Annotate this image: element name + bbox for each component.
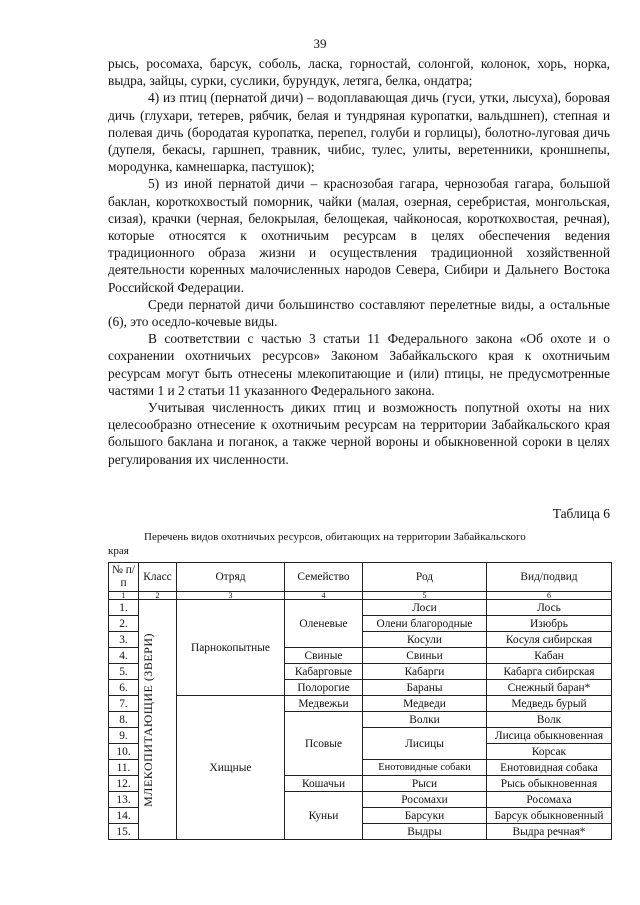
- column-number: 3: [177, 592, 285, 600]
- header-genus: Род: [363, 563, 487, 592]
- paragraph-federal-law: В соответствии с частью 3 статьи 11 Федерального закона «Об охоте и о сохранении охотничьих ресурсов» Законом Забайкальского края к охотничьим ресурсам могут быть отнесены млекопитающие и (или) птицы, не предусмотренные частями 1 и 2 статьи 11 указанного Федерального закона.: [108, 331, 610, 398]
- column-number: 6: [487, 592, 612, 600]
- row-number: 11.: [109, 760, 139, 776]
- genus-cell: Енотовидные собаки: [363, 760, 487, 776]
- paragraph-mammals-continued: рысь, росомаха, барсук, соболь, ласка, горностай, солонгой, колонок, хорь, норка, выдра, зайцы, сурки, суслики, бурундук, летяга, белка, ондатра;: [108, 56, 610, 89]
- row-number: 15.: [109, 824, 139, 840]
- family-cell: Полорогие: [285, 680, 363, 696]
- genus-cell: Кабарги: [363, 664, 487, 680]
- species-cell: Лось: [487, 600, 612, 616]
- row-number: 3.: [109, 632, 139, 648]
- table-row: [109, 696, 612, 712]
- paragraph-birds: 4) из птиц (пернатой дичи) – водоплавающая дичь (гуси, утки, лысуха), боровая дичь (глухари, тетерев, рябчик, белая и тундряная куропатки, вальдшнеп), степная и полевая дичь (бородатая куропатка, перепел, голуби и горлицы), болотно-луговая дичь (дупеля, бекасы, гаршнеп, травник, чибис, тулес, улиты, веретенники, кроншнепы, мородунка, камнешарка, пастушок);: [108, 90, 610, 175]
- row-number: 13.: [109, 792, 139, 808]
- genus-cell: Лисицы: [363, 728, 487, 760]
- species-cell: Кабан: [487, 648, 612, 664]
- column-number-row: [109, 592, 612, 600]
- paragraph-other-birds: 5) из иной пернатой дичи – краснозобая гагара, чернозобая гагара, большой баклан, короткохвостый поморник, чайки (малая, озерная, серебристая, монгольская, сизая), крачки (черная, белокрылая, белощекая, чайконосая, короткохвостая, речная), которые относятся к охотничьим ресурсам в целях обеспечения ведения традиционного образа жизни и осуществления традиционной хозяйственной деятельности коренных малочисленных народов Севера, Сибири и Дальнего Востока Российской Федерации.: [108, 176, 610, 295]
- body-text: [108, 55, 610, 468]
- genus-cell: Барсуки: [363, 808, 487, 824]
- table-title-line-2: края: [108, 545, 129, 557]
- species-cell: Медведь бурый: [487, 696, 612, 712]
- genus-cell: Косули: [363, 632, 487, 648]
- class-cell: [139, 600, 177, 840]
- table-row: [109, 600, 612, 616]
- genus-cell: Медведи: [363, 696, 487, 712]
- species-cell: Кабарга сибирская: [487, 664, 612, 680]
- family-cell: Псовые: [285, 712, 363, 776]
- row-number: 5.: [109, 664, 139, 680]
- header-family: Семейство: [285, 563, 363, 592]
- row-number: 9.: [109, 728, 139, 744]
- genus-cell: Росомахи: [363, 792, 487, 808]
- family-cell: Свиные: [285, 648, 363, 664]
- row-number: 10.: [109, 744, 139, 760]
- genus-cell: Лоси: [363, 600, 487, 616]
- family-cell: Оленевые: [285, 600, 363, 648]
- genus-cell: Бараны: [363, 680, 487, 696]
- header-row: [109, 563, 612, 592]
- paragraph-migratory: Среди пернатой дичи большинство составляют перелетные виды, а остальные (6), это оседло-кочевые виды.: [108, 296, 610, 330]
- table-label: Таблица 6: [552, 506, 610, 521]
- order-cell-artiodactyla: Парнокопытные: [177, 600, 285, 696]
- row-number: 8.: [109, 712, 139, 728]
- header-order: Отряд: [177, 563, 285, 592]
- genus-cell: Рыси: [363, 776, 487, 792]
- species-cell: Косуля сибирская: [487, 632, 612, 648]
- species-cell: Выдра речная*: [487, 824, 612, 840]
- column-number: 2: [139, 592, 177, 600]
- column-number: 4: [285, 592, 363, 600]
- family-cell: Медвежьи: [285, 696, 363, 712]
- row-number: 12.: [109, 776, 139, 792]
- row-number: 1.: [109, 600, 139, 616]
- row-number: 4.: [109, 648, 139, 664]
- family-cell: Кошачьи: [285, 776, 363, 792]
- page-number: 39: [313, 36, 327, 51]
- family-cell: Кабарговые: [285, 664, 363, 680]
- species-cell: Рысь обыкновенная: [487, 776, 612, 792]
- species-cell: Волк: [487, 712, 612, 728]
- class-label: МЛЕКОПИТАЮЩИЕ (ЗВЕРИ): [141, 632, 155, 807]
- genus-cell: Свиньи: [363, 648, 487, 664]
- header-species: Вид/подвид: [487, 563, 612, 592]
- table-title-line-1: Перечень видов охотничьих ресурсов, обитающих на территории Забайкальского: [144, 531, 526, 543]
- species-cell: Лисица обыкновенная: [487, 728, 612, 744]
- header-number: № п/п: [109, 563, 139, 592]
- genus-cell: Олени благородные: [363, 616, 487, 632]
- row-number: 2.: [109, 616, 139, 632]
- species-table: [108, 562, 612, 840]
- column-number: 1: [109, 592, 139, 600]
- genus-cell: Волки: [363, 712, 487, 728]
- family-cell: Куньи: [285, 792, 363, 840]
- species-cell: Изюбрь: [487, 616, 612, 632]
- species-cell: Енотовидная собака: [487, 760, 612, 776]
- column-number: 5: [363, 592, 487, 600]
- species-cell: Корсак: [487, 744, 612, 760]
- row-number: 7.: [109, 696, 139, 712]
- header-class: Класс: [139, 563, 177, 592]
- genus-cell: Выдры: [363, 824, 487, 840]
- row-number: 6.: [109, 680, 139, 696]
- species-cell: Росомаха: [487, 792, 612, 808]
- paragraph-regulation: Учитывая численность диких птиц и возможность попутной охоты на них целесообразно отнесение к охотничьим ресурсам на территории Забайкальского края большого баклана и поганок, а также черной вороны и обыкновенной сороки в целях регулирования их численности.: [108, 400, 610, 467]
- table-title: [108, 530, 611, 558]
- species-cell: Снежный баран*: [487, 680, 612, 696]
- row-number: 14.: [109, 808, 139, 824]
- species-cell: Барсук обыкновенный: [487, 808, 612, 824]
- order-cell-carnivora: Хищные: [177, 696, 285, 840]
